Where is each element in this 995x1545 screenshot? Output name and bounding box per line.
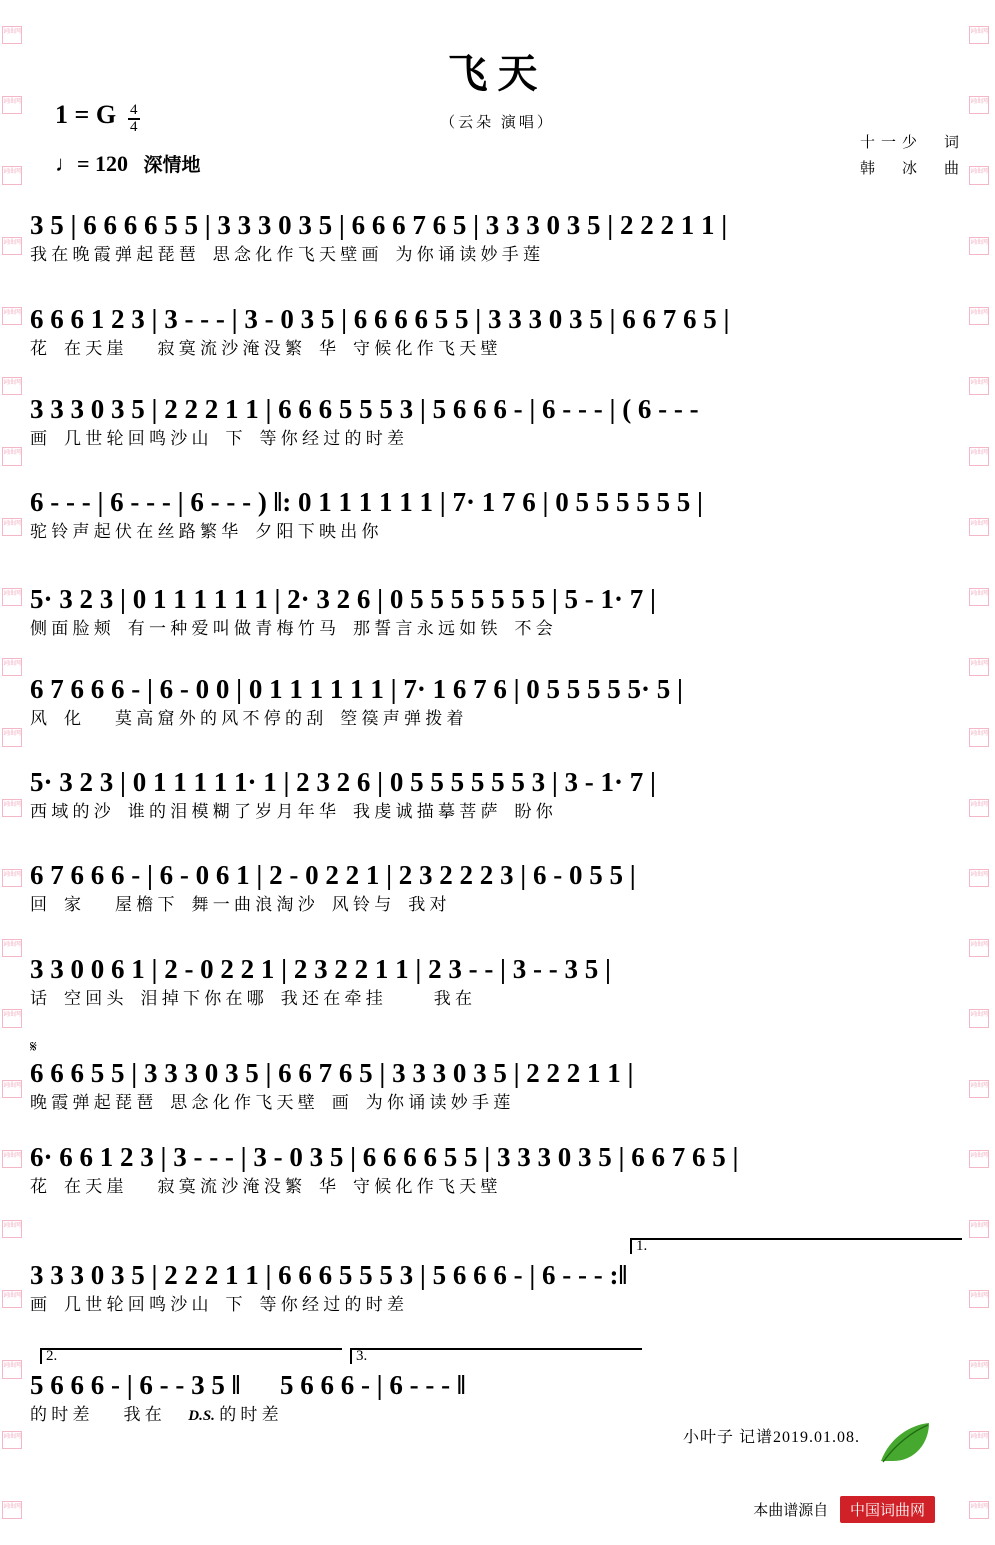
notes-line: 6 7 6 6 6 - | 6 - 0 6 1 | 2 - 0 2 2 1 | 2 3 2 2 2 3 | 6 - 0 5 5 |: [30, 860, 636, 890]
brand-badge[interactable]: 中国词曲网: [840, 1496, 935, 1523]
watermark-tile: 词曲网: [969, 658, 989, 676]
watermark-tile: 词曲网: [2, 658, 22, 676]
watermark-tile: 词曲网: [2, 1360, 22, 1378]
watermark-tile: 词曲网: [969, 1501, 989, 1519]
watermark-tile: 词曲网: [969, 447, 989, 465]
tempo-marking: ♩= 120: [55, 151, 129, 176]
lyricist-credit: 十一少 词: [859, 135, 965, 151]
watermark-tile: 词曲网: [2, 1220, 22, 1238]
transcriber-credit: 小叶子 记谱2019.01.08.: [682, 1429, 860, 1446]
watermark-tile: 词曲网: [2, 869, 22, 887]
notes-line: 6 - - - | 6 - - - | 6 - - - ) ‖: 0 1 1 1 1 1 1 | 7· 1 7 6 | 0 5 5 5 5 5 5 |: [30, 487, 703, 517]
notes-line: 6 6 6 1 2 3 | 3 - - - | 3 - 0 3 5 | 6 6 6 6 5 5 | 3 3 3 0 3 5 | 6 6 7 6 5 |: [30, 304, 730, 334]
watermark-column-left: [2, 0, 26, 1545]
lyrics-line: 风 化 莫 高 窟 外 的 风 不 停 的 刮 箜 篌 声 弹 拨 着: [30, 709, 464, 728]
lyrics-line: 侧 面 脸 颊 有 一 种 爱 叫 做 青 梅 竹 马 那 誓 言 永 远 如 铁 不 会: [30, 619, 553, 638]
watermark-tile: 词曲网: [969, 96, 989, 114]
watermark-column-right: [969, 0, 993, 1545]
score-sheet: [30, 0, 965, 1545]
notes-line-ending2: 5 6 6 6 - | 6 - - 3 5 ‖: [30, 1370, 241, 1400]
lyrics-line: 晚 霞 弹 起 琵 琶 思 念 化 作 飞 天 壁 画 为 你 诵 读 妙 手 莲: [30, 1093, 511, 1112]
watermark-tile: 词曲网: [2, 166, 22, 184]
watermark-tile: 词曲网: [2, 1009, 22, 1027]
system-1: [30, 208, 965, 268]
lyrics-line: 花 在 天 崖 寂 寞 流 沙 淹 没 繁 华 守 候 化 作 飞 天 壁: [30, 1177, 498, 1196]
watermark-tile: 词曲网: [2, 26, 22, 44]
watermark-tile: 词曲网: [969, 728, 989, 746]
system-5: [30, 582, 965, 642]
composer-credit: 韩 冰 曲: [859, 161, 965, 177]
watermark-tile: 词曲网: [969, 26, 989, 44]
notes-line: 3 3 3 0 3 5 | 2 2 2 1 1 | 6 6 6 5 5 5 3 | 5 6 6 6 - | 6 - - - :‖: [30, 1260, 628, 1290]
watermark-tile: 词曲网: [969, 1360, 989, 1378]
lyrics-line: 画 几 世 轮 回 鸣 沙 山 下 等 你 经 过 的 时 差: [30, 1295, 404, 1314]
ending-number-1: 1.: [636, 1238, 648, 1254]
ds-marking: D.S.: [188, 1408, 215, 1424]
expression-marking: 深情地: [143, 155, 201, 176]
notes-line: 6· 6 6 1 2 3 | 3 - - - | 3 - 0 3 5 | 6 6 6 6 5 5 | 3 3 3 0 3 5 | 6 6 7 6 5 |: [30, 1142, 739, 1172]
watermark-tile: 词曲网: [969, 1290, 989, 1308]
lyrics-line: 花 在 天 崖 寂 寞 流 沙 淹 没 繁 华 守 候 化 作 飞 天 壁: [30, 339, 498, 358]
watermark-tile: 词曲网: [969, 518, 989, 536]
lyrics-line: 画 几 世 轮 回 鸣 沙 山 下 等 你 经 过 的 时 差: [30, 429, 404, 448]
notes-line: 6 6 6 5 5 | 3 3 3 0 3 5 | 6 6 7 6 5 | 3 3 3 0 3 5 | 2 2 2 1 1 |: [30, 1058, 634, 1088]
system-11: [30, 1140, 965, 1200]
watermark-tile: 词曲网: [969, 588, 989, 606]
notes-line: 6 7 6 6 6 - | 6 - 0 0 | 0 1 1 1 1 1 1 | 7· 1 6 7 6 | 0 5 5 5 5 5· 5 |: [30, 674, 683, 704]
watermark-tile: 词曲网: [969, 939, 989, 957]
source-footer: [753, 1496, 935, 1523]
lyrics-line: 回 家 屋 檐 下 舞 一 曲 浪 淘 沙 风 铃 与 我 对: [30, 895, 447, 914]
ending-bracket-2: [40, 1348, 342, 1364]
segno-sign: 𝄋: [30, 1039, 37, 1056]
ending-bracket-3: [350, 1348, 642, 1364]
system-13: [30, 1348, 965, 1428]
system-6: [30, 672, 965, 732]
notes-line: 5· 3 2 3 | 0 1 1 1 1 1· 1 | 2 3 2 6 | 0 5 5 5 5 5 5 3 | 3 - 1· 7 |: [30, 767, 656, 797]
watermark-tile: 词曲网: [969, 1220, 989, 1238]
watermark-tile: 词曲网: [969, 377, 989, 395]
notes-line: 3 5 | 6 6 6 6 5 5 | 3 3 3 0 3 5 | 6 6 6 7 6 5 | 3 3 3 0 3 5 | 2 2 2 1 1 |: [30, 210, 728, 240]
performer-subtitle: （云朵 演唱）: [440, 115, 555, 131]
watermark-tile: 词曲网: [969, 799, 989, 817]
watermark-tile: 词曲网: [2, 1431, 22, 1449]
notes-line: 3 3 0 0 6 1 | 2 - 0 2 2 1 | 2 3 2 2 1 1 | 2 3 - - | 3 - - 3 5 |: [30, 954, 611, 984]
system-2: [30, 302, 965, 362]
watermark-tile: 词曲网: [969, 1080, 989, 1098]
watermark-tile: 词曲网: [2, 1080, 22, 1098]
system-3: [30, 392, 965, 452]
watermark-tile: 词曲网: [969, 237, 989, 255]
lyrics-line: 西 域 的 沙 谁 的 泪 模 糊 了 岁 月 年 华 我 虔 诚 描 摹 菩 萨 盼 你: [30, 802, 553, 821]
source-label: 本曲谱源自: [753, 1503, 829, 1519]
page-title: 飞天: [447, 51, 548, 96]
system-8: [30, 858, 965, 918]
key-label: 1 = G: [55, 100, 117, 129]
time-signature: [128, 103, 140, 135]
watermark-tile: 词曲网: [2, 447, 22, 465]
watermark-tile: 词曲网: [2, 799, 22, 817]
watermark-tile: 词曲网: [2, 307, 22, 325]
leaf-icon: [875, 1419, 935, 1465]
key-signature-block: [55, 100, 140, 135]
watermark-tile: 词曲网: [2, 377, 22, 395]
lyrics-line: 我 在 晚 霞 弹 起 琵 琶 思 念 化 作 飞 天 壁 画 为 你 诵 读 妙 手 莲: [30, 245, 540, 264]
notes-line: 3 3 3 0 3 5 | 2 2 2 1 1 | 6 6 6 5 5 5 3 | 5 6 6 6 - | 6 - - - | ( 6 - - -: [30, 394, 699, 424]
system-10: [30, 1040, 965, 1116]
watermark-tile: 词曲网: [969, 1431, 989, 1449]
watermark-tile: 词曲网: [2, 1150, 22, 1168]
watermark-tile: 词曲网: [969, 1009, 989, 1027]
watermark-tile: 词曲网: [2, 1290, 22, 1308]
watermark-tile: 词曲网: [969, 869, 989, 887]
watermark-tile: 词曲网: [2, 728, 22, 746]
lyrics-line: 话 空 回 头 泪 掉 下 你 在 哪 我 还 在 牵 挂 我 在: [30, 989, 472, 1008]
system-7: [30, 765, 965, 825]
watermark-tile: 词曲网: [969, 1150, 989, 1168]
notes-line: 5· 3 2 3 | 0 1 1 1 1 1 1 | 2· 3 2 6 | 0 5 5 5 5 5 5 5 | 5 - 1· 7 |: [30, 584, 656, 614]
notes-line-ending3: 5 6 6 6 - | 6 - - - ‖: [279, 1370, 466, 1400]
ending-number-2: 2.: [46, 1348, 58, 1364]
ending-bracket-1: [630, 1238, 962, 1254]
watermark-tile: 词曲网: [2, 939, 22, 957]
time-signature-numerator: 4: [130, 102, 138, 119]
watermark-tile: 词曲网: [2, 237, 22, 255]
system-12: [30, 1238, 965, 1318]
watermark-tile: 词曲网: [969, 307, 989, 325]
watermark-tile: 词曲网: [2, 96, 22, 114]
watermark-tile: 词曲网: [2, 588, 22, 606]
watermark-tile: 词曲网: [969, 166, 989, 184]
watermark-tile: 词曲网: [2, 1501, 22, 1519]
tempo-block: [55, 150, 201, 177]
ending-number-3: 3.: [356, 1348, 368, 1364]
time-signature-denominator: 4: [130, 119, 138, 136]
lyrics-line-ending3: 的 时 差: [219, 1405, 279, 1424]
system-4: [30, 485, 965, 545]
watermark-tile: 词曲网: [2, 518, 22, 536]
credits-block: [860, 130, 965, 182]
lyrics-line: 驼 铃 声 起 伏 在 丝 路 繁 华 夕 阳 下 映 出 你: [30, 522, 379, 541]
lyrics-line-ending2: 的 时 差 我 在: [30, 1405, 162, 1424]
system-9: [30, 952, 965, 1012]
